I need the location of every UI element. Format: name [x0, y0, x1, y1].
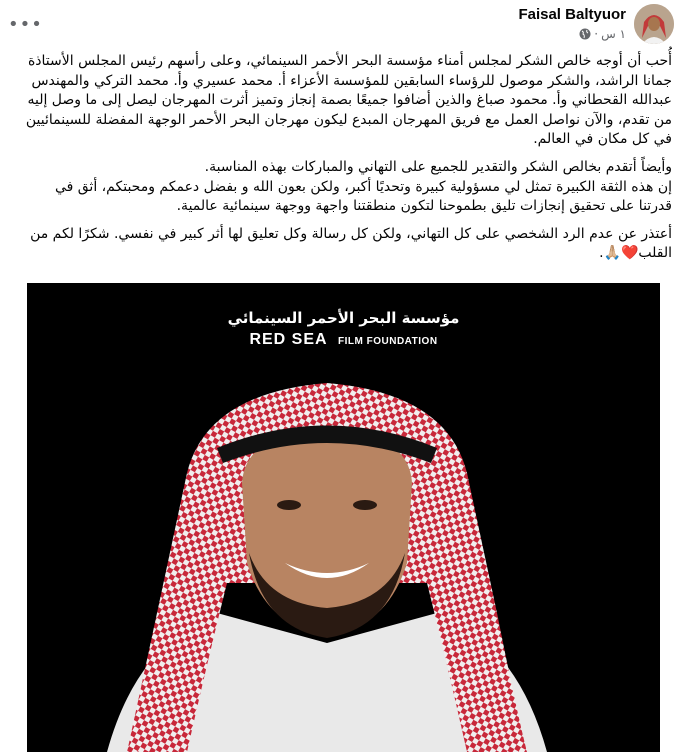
text-line: أعتذر عن عدم الرد الشخصي على كل التهاني، ولكن كل رسالة وكل تعليق لها أثر كبير في نفسي. شكرًا لكم من: [30, 225, 672, 242]
post-meta: [579, 27, 626, 41]
post-paragraph: [10, 52, 672, 150]
text-line: عبدالله القحطاني وأ. محمود صباغ والذين أضافوا جميعًا بصمة إنجاز وتميز أثرت المهرجان ليصل إلى ما وصل إليه: [27, 92, 672, 109]
author-name[interactable]: Faisal Baltyuor: [518, 6, 626, 23]
author-avatar[interactable]: [634, 4, 674, 44]
post-time[interactable]: ١ س: [601, 27, 626, 41]
globe-icon: [579, 28, 591, 40]
post-photo[interactable]: [27, 283, 660, 752]
text-line: أُحب أن أوجه خالص الشكر لمجلس أمناء مؤسسة البحر الأحمر السينمائي، وعلى رأسهم رئيس المجلس الأستاذة: [27, 53, 672, 69]
portrait-illustration: [27, 283, 660, 752]
text-line: القلب❤️🙏🏼.: [599, 245, 672, 262]
separator: ·: [594, 27, 599, 41]
text-line: في كل مكان في العالم.: [533, 131, 672, 148]
post-paragraph: [10, 158, 672, 217]
text-line: جمانا الراشد، والشكر موصول للرؤساء السابقين للمؤسسة الأعزاء أ. محمد عسيري وأ. محمد التركي والمهندس: [31, 72, 672, 89]
logo-film-foundation: FILM FOUNDATION: [338, 336, 438, 347]
logo-arabic: مؤسسة البحر الأحمر السينمائي: [227, 309, 460, 327]
text-line: وأيضاً أتقدم بخالص الشكر والتقدير للجميع على التهاني والمباركات بهذه المناسبة.: [204, 158, 672, 175]
avatar-image: [634, 4, 674, 44]
logo-red-sea: RED SEA: [249, 331, 328, 348]
text-line: قدرتنا على تحقيق إنجازات تليق بطموحنا لتكون منطقتنا واجهة ووجهة سينمائية عالمية.: [176, 198, 672, 215]
text-line: إن هذه الثقة الكبيرة تمثل لي مسؤولية كبيرة وتحديًا أكبر، ولكن بعون الله و بفضل دعمكم ومحبتكم، أثق في: [54, 178, 672, 195]
more-options-button[interactable]: •••: [8, 14, 43, 35]
post-text: [10, 52, 672, 272]
post-paragraph: [10, 225, 672, 264]
text-line: من تقدم، والآن نواصل العمل مع فريق المهرجان المبدع ليكون مهرجان البحر الأحمر الوجهة المفضلة للسينمائيين: [25, 111, 672, 128]
